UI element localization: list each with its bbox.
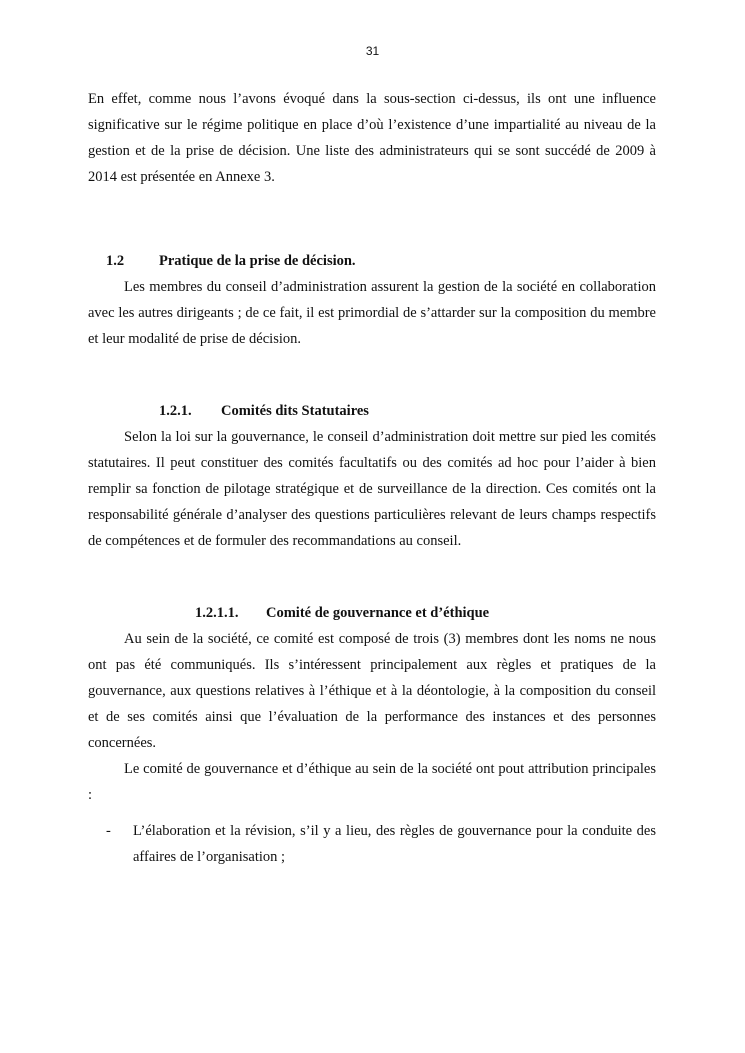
intro-paragraph: En effet, comme nous l’avons évoqué dans la sous-section ci-dessus, ils ont une influence significative sur le régime politique en place d’où l’existence d’une impartialité au niveau de la gestion et de la prise de décision. Une liste des administrateurs qui se sont succédé de 2009 à 2014 est présentée en Annexe 3. bbox=[88, 91, 656, 185]
section-number: 1.2.1.1. bbox=[195, 605, 239, 621]
section-1-2-1-paragraph: Selon la loi sur la gouvernance, le conseil d’administration doit mettre sur pied les comités statutaires. Il peut constituer des comités facultatifs ou des comités ad hoc pour l’aider à bien remplir sa fonction de pilotage stratégique et de surveillance de la direction. Ces comités ont la responsabilité générale d’analyser des questions particulières relevant de leurs champs respectifs de compétences et de formuler des recommandations au conseil. bbox=[88, 429, 656, 549]
section-heading-1-2-1-1 bbox=[88, 600, 656, 626]
section-1-2-paragraph: Les membres du conseil d’administration assurent la gestion de la société en collaboration avec les autres dirigeants ; de ce fait, il est primordial de s’attarder sur la composition du membre et leur modalité de prise de décision. bbox=[88, 279, 656, 347]
section-1-2-1-1-paragraph-1: Au sein de la société, ce comité est composé de trois (3) membres dont les noms ne nous ont pas été communiqués. Ils s’intéressent principalement aux règles et pratiques de la gouvernance, aux questions relatives à l’éthique et à la déontologie, à la composition du conseil et de ses comités ainsi que l’évaluation de la performance des instances et des personnes concernées. bbox=[88, 631, 656, 751]
section-heading-1-2-1 bbox=[88, 398, 656, 424]
section-number: 1.2.1. bbox=[159, 403, 192, 419]
list-item bbox=[88, 818, 656, 870]
section-heading-1-2 bbox=[88, 248, 656, 274]
document-body bbox=[88, 86, 656, 870]
page-number: 31 bbox=[365, 44, 380, 58]
section-1-2-1-1-paragraph-2: Le comité de gouvernance et d’éthique au sein de la société ont pout attribution principales : bbox=[88, 761, 656, 803]
attributions-list bbox=[88, 818, 656, 870]
section-title: Comité de gouvernance et d’éthique bbox=[266, 605, 490, 621]
section-title: Pratique de la prise de décision. bbox=[159, 253, 356, 269]
list-item-text: L’élaboration et la révision, s’il y a lieu, des règles de gouvernance pour la conduite des affaires de l’organisation ; bbox=[133, 823, 656, 865]
section-title: Comités dits Statutaires bbox=[221, 403, 369, 419]
section-number: 1.2 bbox=[106, 253, 125, 269]
dash-bullet: - bbox=[106, 823, 111, 839]
